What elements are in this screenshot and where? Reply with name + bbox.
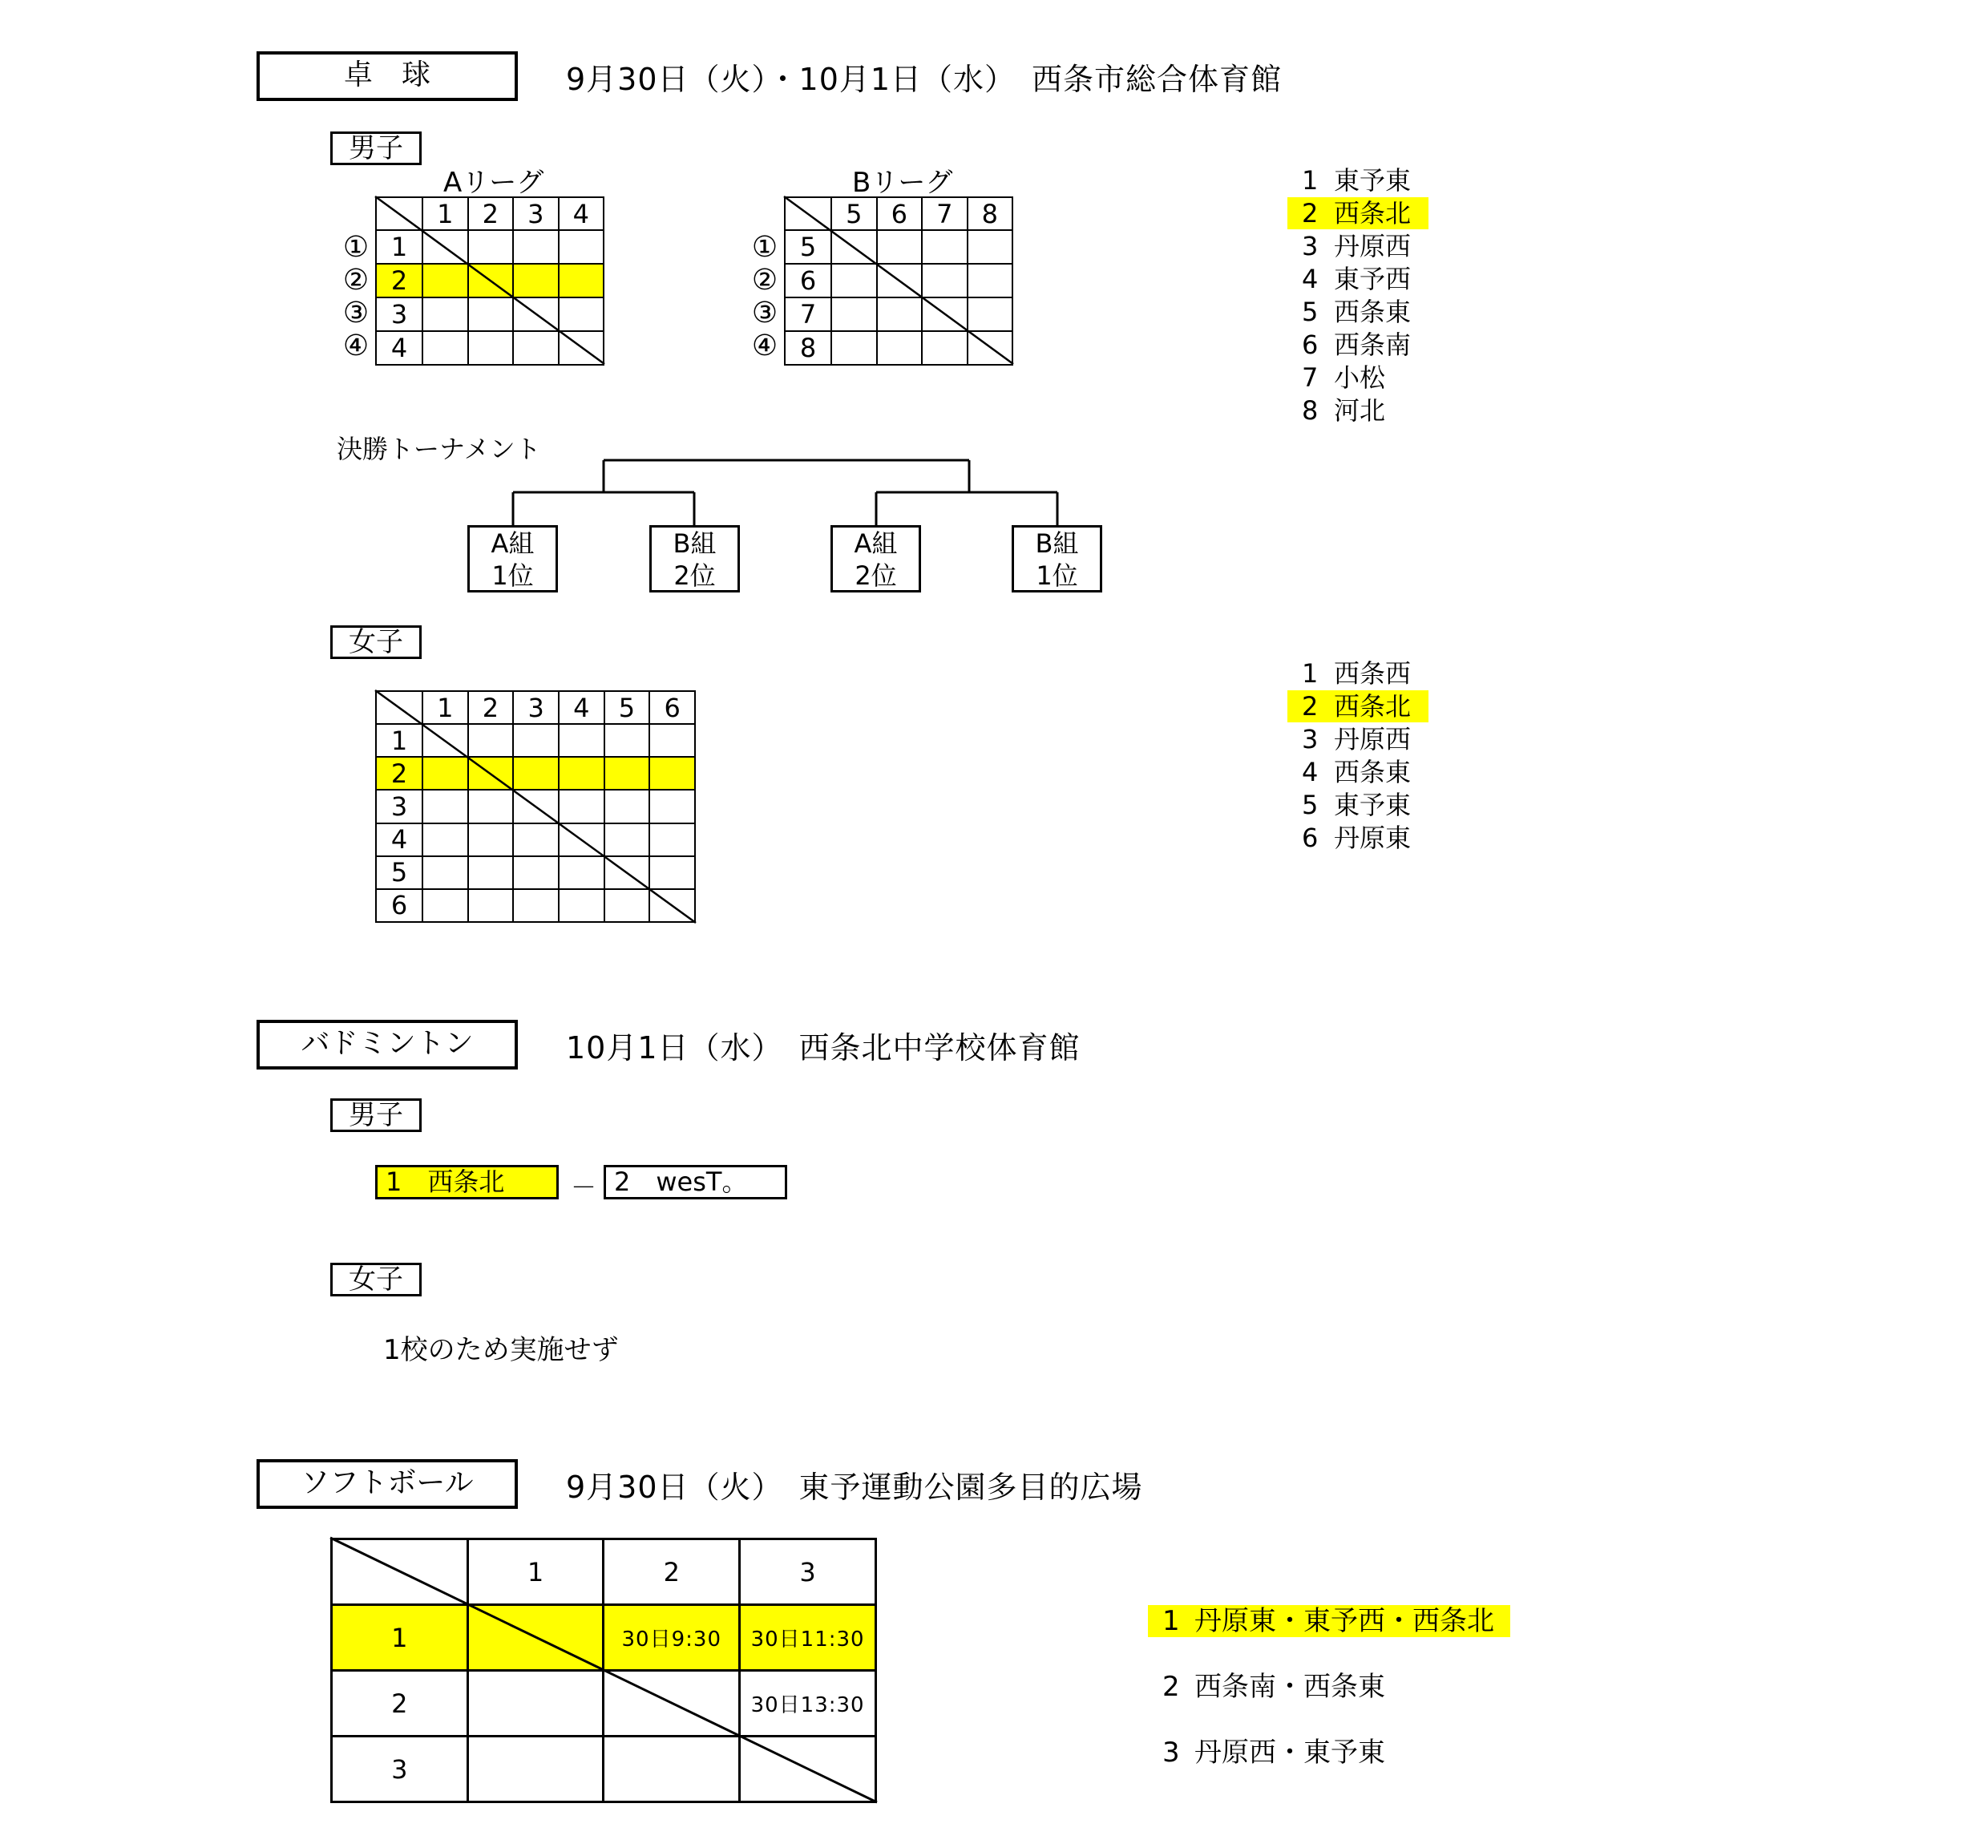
league-a-seed-1: ① [342, 231, 370, 264]
tt-boys-team-7: 7 小松 [1302, 362, 1386, 393]
league-b-seed-3: ③ [751, 297, 778, 330]
softball-title: ソフトボール [301, 1466, 474, 1499]
row-header: 1 [332, 1605, 468, 1671]
tt-girls-team-4: 4 西条東 [1302, 757, 1412, 787]
col-header: 7 [922, 197, 968, 230]
league-b-grid [784, 196, 1013, 366]
tt-girls-team-1: 1 西条西 [1302, 658, 1412, 689]
badminton-team-1: 1 西条北 [375, 1165, 559, 1199]
col-header: 3 [513, 691, 559, 724]
col-header: 5 [604, 691, 650, 724]
match-time: 30日11:30 [740, 1605, 876, 1671]
softball-team-2: 2 西条南・西条東 [1162, 1671, 1385, 1703]
badminton-girls-tag: 女子 [330, 1263, 422, 1296]
softball-info: 9月30日（火） 東予運動公園多目的広場 [566, 1470, 1143, 1505]
col-header: 3 [513, 197, 559, 230]
league-a-seed-3: ③ [342, 297, 370, 330]
col-header: 2 [468, 197, 514, 230]
tt-girls-team-5: 5 東予東 [1302, 790, 1412, 820]
row-header: 4 [376, 823, 422, 856]
badminton-boys-tag: 男子 [330, 1098, 422, 1132]
grid-corner [376, 197, 422, 230]
tournament-bracket [513, 460, 1057, 525]
league-b-title: Bリーグ [852, 167, 953, 199]
col-header: 1 [422, 197, 468, 230]
table-tennis-title-box [257, 51, 518, 101]
tt-girls-tag: 女子 [330, 625, 422, 659]
col-header: 2 [604, 1539, 740, 1605]
row-header: 2 [376, 757, 422, 790]
tt-girls-team-6: 6 丹原東 [1302, 823, 1412, 853]
league-a-grid [375, 196, 604, 366]
grid-corner [376, 691, 422, 724]
league-a-seed-2: ② [342, 264, 370, 297]
softball-team-1: 1 丹原東・東予西・西条北 [1148, 1605, 1510, 1637]
badminton-team-2: 2 wesT。 [604, 1165, 787, 1199]
badminton-dash: － [571, 1172, 597, 1203]
col-header: 4 [559, 691, 604, 724]
col-header: 6 [877, 197, 923, 230]
tt-boys-team-4: 4 東予西 [1302, 264, 1412, 294]
col-header: 3 [740, 1539, 876, 1605]
badminton-title-box [257, 1020, 518, 1070]
league-b-seed-1: ① [751, 231, 778, 264]
tournament-slot-4: B組 1位 [1012, 525, 1102, 592]
tt-boys-team-5: 5 西条東 [1302, 297, 1412, 327]
league-b-seed-2: ② [751, 264, 778, 297]
tt-boys-team-8: 8 河北 [1302, 395, 1386, 426]
match-time: 30日13:30 [740, 1671, 876, 1737]
col-header: 1 [467, 1539, 604, 1605]
badminton-info: 10月1日（水） 西条北中学校体育館 [566, 1030, 1081, 1066]
softball-title-box [257, 1459, 518, 1509]
row-header: 2 [376, 264, 422, 297]
grid-corner [332, 1539, 468, 1605]
softball-grid [330, 1538, 877, 1803]
row-header: 1 [376, 230, 422, 264]
row-header: 8 [785, 331, 831, 365]
col-header: 5 [831, 197, 877, 230]
tt-girls-grid [375, 690, 696, 923]
league-a-seed-4: ④ [342, 330, 370, 362]
table-tennis-info: 9月30日（火）・10月1日（水） 西条市総合体育館 [566, 62, 1283, 97]
row-header: 4 [376, 331, 422, 365]
row-header: 2 [332, 1671, 468, 1737]
col-header: 2 [468, 691, 514, 724]
row-header: 5 [785, 230, 831, 264]
row-header: 3 [332, 1737, 468, 1802]
row-header: 6 [376, 889, 422, 922]
grid-corner [785, 197, 831, 230]
badminton-girls-note: 1校のため実施せず [383, 1334, 619, 1366]
tt-boys-team-1: 1 東予東 [1302, 165, 1412, 196]
row-header: 7 [785, 297, 831, 331]
tt-boys-team-2: 2 西条北 [1287, 197, 1428, 229]
tournament-slot-3: A組 2位 [830, 525, 921, 592]
col-header: 1 [422, 691, 468, 724]
row-header: 6 [785, 264, 831, 297]
tt-girls-team-2: 2 西条北 [1287, 690, 1428, 722]
tournament-slot-2: B組 2位 [649, 525, 740, 592]
row-header: 5 [376, 856, 422, 889]
league-a-title: Aリーグ [443, 167, 544, 199]
tt-boys-team-6: 6 西条南 [1302, 330, 1412, 360]
tournament-title: 決勝トーナメント [337, 434, 541, 464]
softball-team-3: 3 丹原西・東予東 [1162, 1737, 1385, 1769]
col-header: 4 [559, 197, 604, 230]
row-header: 1 [376, 724, 422, 757]
row-header: 3 [376, 297, 422, 331]
table-tennis-title: 卓 球 [343, 59, 430, 91]
row-header: 3 [376, 790, 422, 823]
badminton-title: バドミントン [301, 1027, 474, 1060]
col-header: 6 [649, 691, 695, 724]
tournament-slot-1: A組 1位 [467, 525, 558, 592]
match-time: 30日9:30 [604, 1605, 740, 1671]
tt-girls-team-3: 3 丹原西 [1302, 724, 1412, 754]
league-b-seed-4: ④ [751, 330, 778, 362]
tt-boys-team-3: 3 丹原西 [1302, 231, 1412, 261]
tt-boys-tag: 男子 [330, 131, 422, 165]
col-header: 8 [968, 197, 1013, 230]
